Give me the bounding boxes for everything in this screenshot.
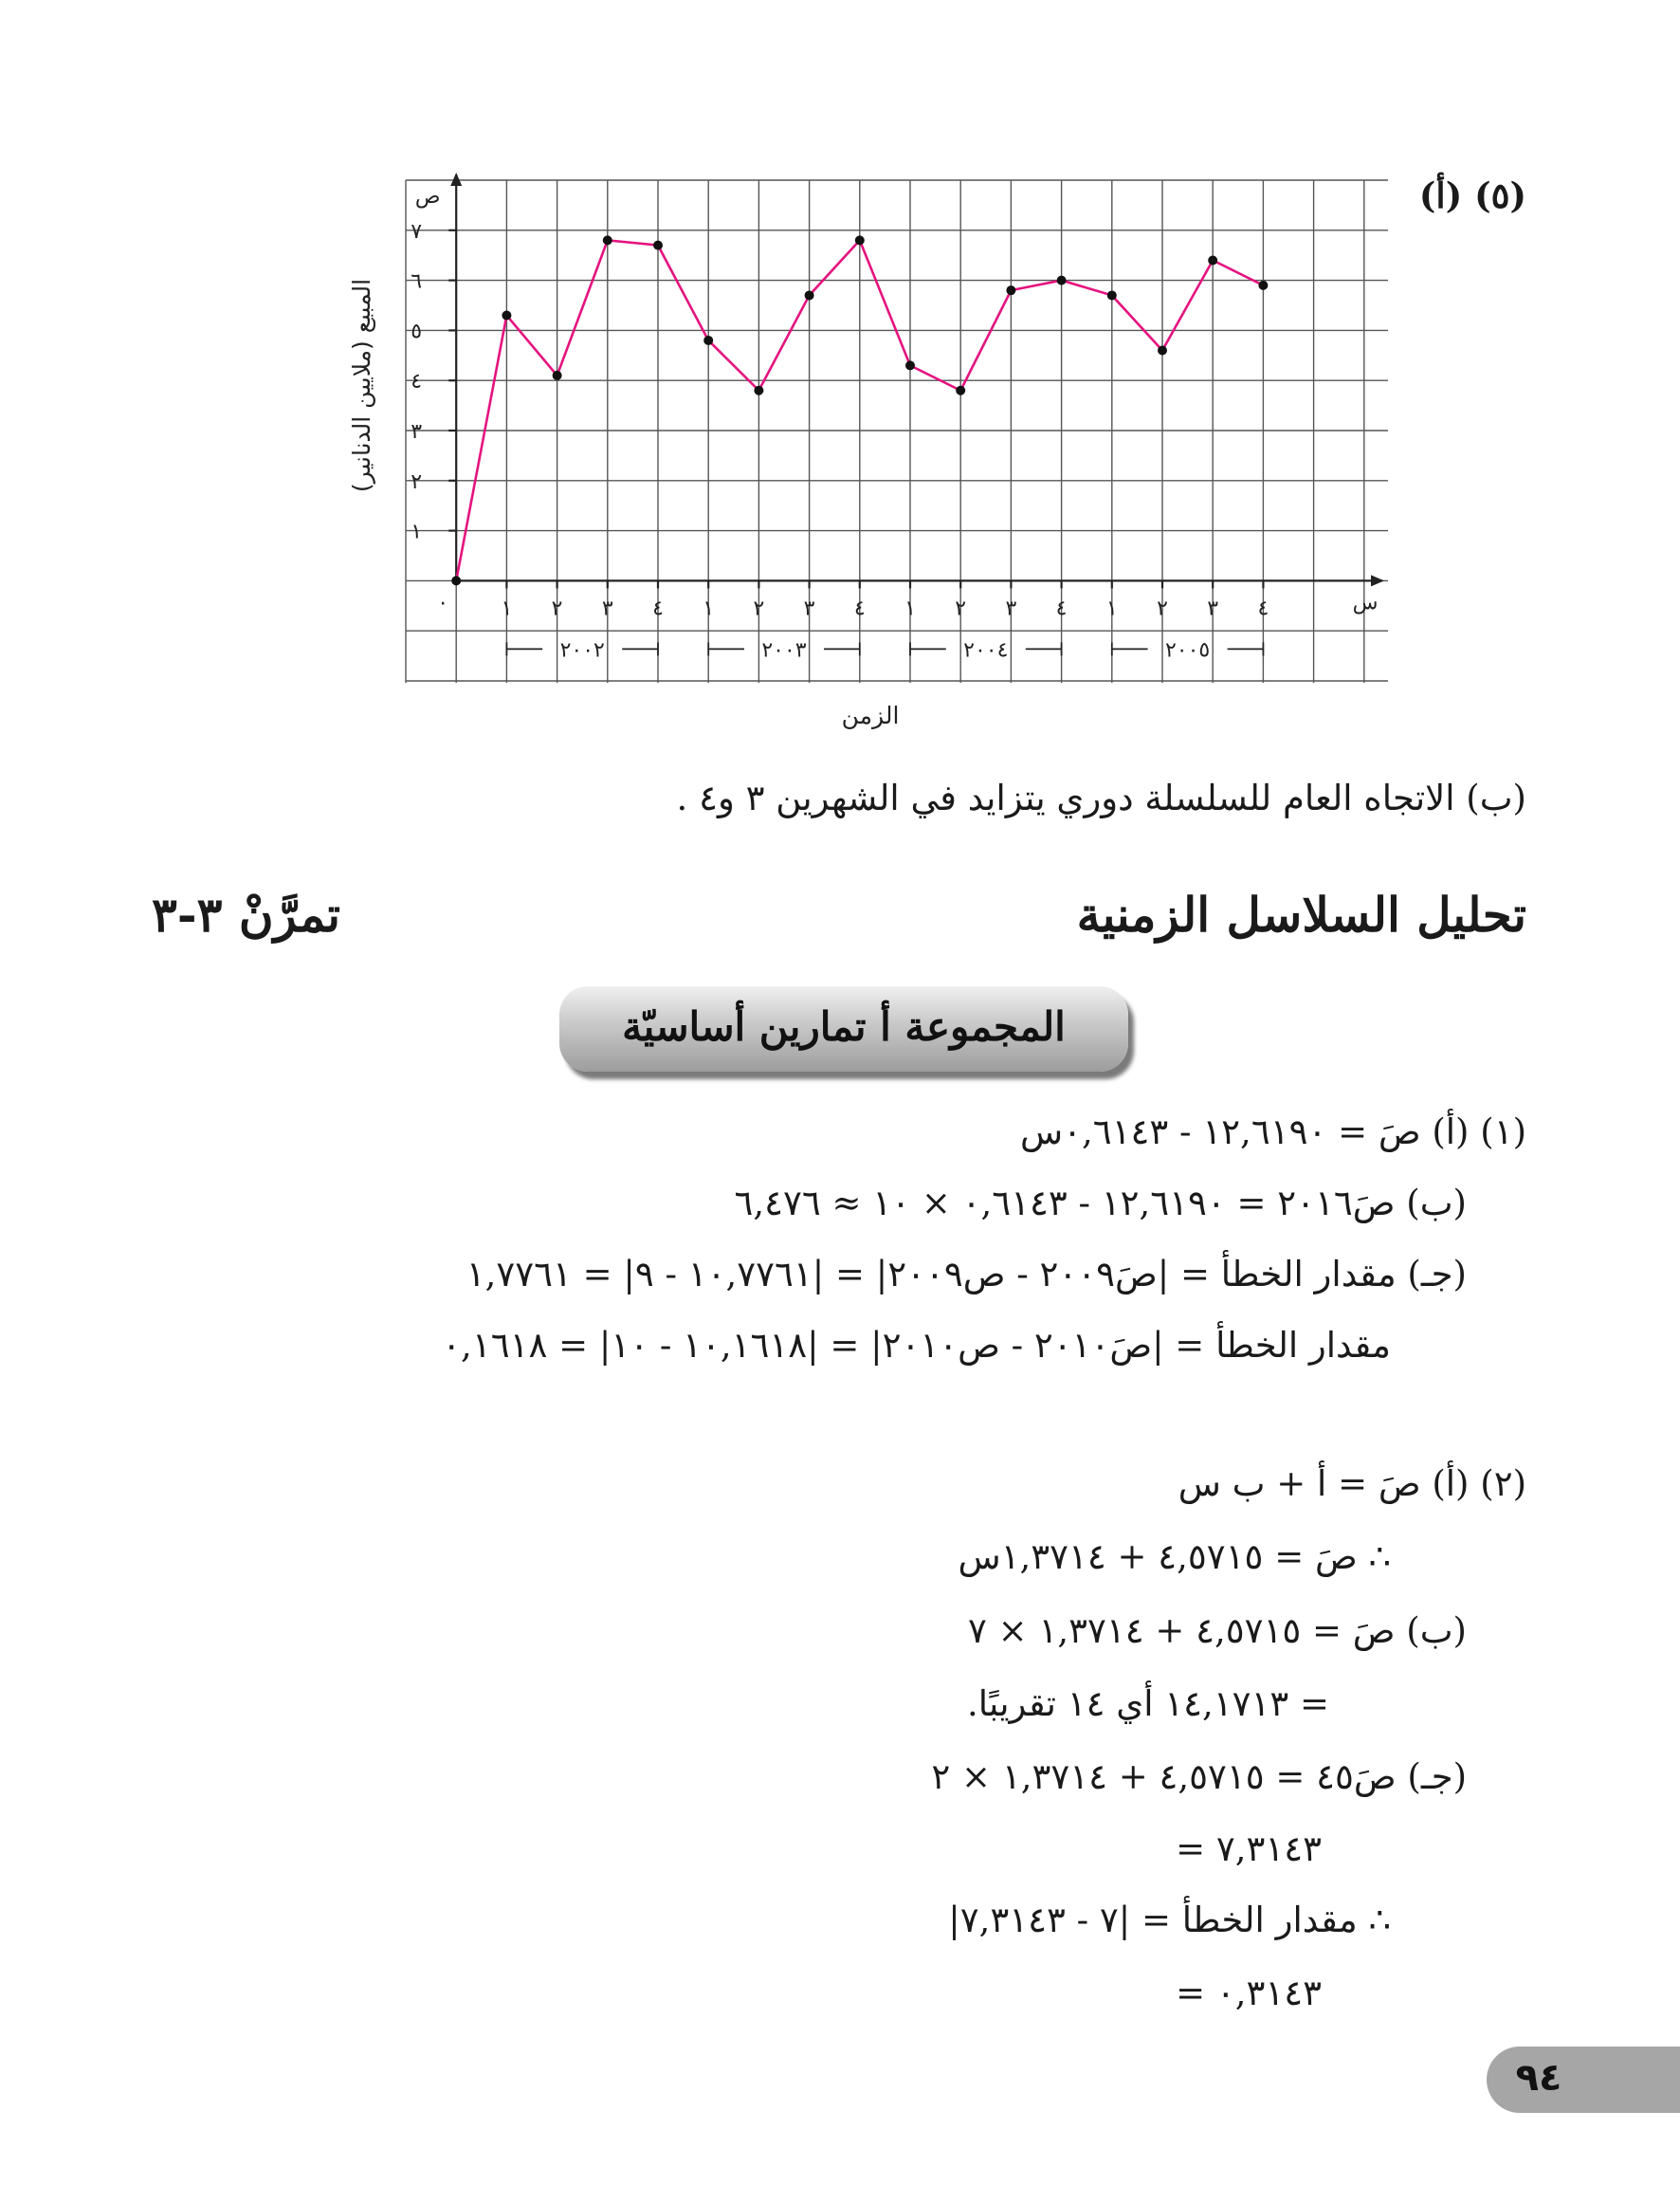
- data-point: [703, 336, 713, 345]
- year-group-label: ٢٠٠٤: [963, 638, 1009, 663]
- question-5-label: (٥) (أ): [1418, 174, 1526, 216]
- year-group-label: ٢٠٠٢: [559, 638, 605, 663]
- origin-label: ٠: [437, 591, 449, 615]
- q2-part-a-line2: ∴ صَ = ٤,٥٧١٥ + ١,٣٧١٤س: [958, 1536, 1391, 1577]
- y-tick-label: ٦: [411, 269, 423, 294]
- x-tick-label: ٣: [803, 597, 815, 621]
- exercise-title: تمرَّنْ ٣-٣: [152, 887, 341, 943]
- x-tick-label: ٤: [1055, 597, 1068, 621]
- page-number: ٩٤: [1515, 2056, 1562, 2100]
- x-tick-label: ٤: [853, 597, 866, 621]
- x-axis-symbol: س: [1352, 591, 1379, 615]
- q2-part-a: (٢) (أ) صَ = أ + ب س: [1178, 1463, 1526, 1504]
- y-tick-label: ٧: [411, 219, 423, 244]
- data-point: [754, 386, 763, 395]
- x-tick-label: ٣: [1207, 597, 1219, 621]
- data-point: [1208, 255, 1217, 265]
- y-axis-symbol: ص: [414, 185, 441, 209]
- data-point: [1006, 285, 1015, 295]
- data-point: [805, 290, 814, 300]
- data-point: [956, 386, 965, 395]
- q1-part-a: (١) (أ) صَ = ١٢,٦١٩٠ - ٠,٦١٤٣س: [1019, 1111, 1526, 1152]
- data-point: [855, 235, 865, 245]
- data-point: [905, 360, 915, 370]
- x-tick-label: ٢: [753, 597, 765, 621]
- chart-axes: [448, 173, 1384, 655]
- x-tick-label: ٢: [551, 597, 563, 621]
- x-tick-label: ١: [703, 597, 715, 621]
- q2-part-c: (جـ) صَ٤٥ = ٤,٥٧١٥ + ١,٣٧١٤ × ٢: [931, 1756, 1467, 1797]
- x-tick-label: ٢: [1157, 597, 1168, 621]
- x-tick-label: ٣: [601, 597, 613, 621]
- group-banner-text: المجموعة أ تمارين أساسيّة: [622, 1003, 1066, 1050]
- y-axis-title: المبيع (ملايين الدنانير): [348, 278, 375, 493]
- y-tick-label: ٢: [411, 469, 423, 494]
- x-tick-label: ٤: [1257, 597, 1269, 621]
- x-tick-label: ١: [501, 597, 513, 621]
- q1-part-c-line2: مقدار الخطأ = |صَ٢٠١٠ - ص٢٠١٠| = |١٠,١٦١٨ - ١٠| = ٠,١٦١٨: [442, 1325, 1391, 1366]
- data-point: [1107, 290, 1117, 300]
- x-axis-title: الزمن: [841, 702, 900, 729]
- y-tick-label: ١: [411, 520, 423, 544]
- x-tick-label: ١: [1105, 597, 1118, 621]
- page-number-tab: [1487, 2047, 1680, 2113]
- data-point: [653, 241, 663, 250]
- data-point: [1158, 346, 1167, 356]
- section-title: تحليل السلاسل الزمنية: [1076, 887, 1526, 943]
- y-tick-label: ٥: [411, 320, 423, 344]
- q2-part-b-line2: = ١٤,١٧١٣ أي ١٤ تقريبًا.: [967, 1683, 1329, 1724]
- x-tick-label: ٤: [652, 597, 664, 621]
- x-tick-label: ٣: [1005, 597, 1017, 621]
- q2-part-b: (ب) صَ = ٤,٥٧١٥ + ١,٣٧١٤ × ٧: [968, 1610, 1467, 1651]
- y-tick-label: ٤: [411, 370, 423, 395]
- q2-part-c-line4: = ٠,٣١٤٣: [1176, 1973, 1322, 2013]
- x-axis-arrow: [1371, 575, 1384, 586]
- x-tick-label: ٢: [955, 597, 967, 621]
- data-point: [1258, 281, 1268, 290]
- q2-part-c-line3: ∴ مقدار الخطأ = |٧ - ٧,٣١٤٣|: [948, 1900, 1391, 1940]
- year-group-label: ٢٠٠٥: [1164, 638, 1211, 663]
- question-5b-text: (ب) الاتجاه العام للسلسلة دوري يتزايد في الشهرين ٣ و٤ .: [676, 778, 1526, 818]
- x-tick-label: ١: [904, 597, 916, 621]
- y-tick-label: ٣: [411, 420, 423, 444]
- group-banner: [559, 986, 1128, 1072]
- data-point: [502, 311, 511, 321]
- data-point: [603, 235, 612, 245]
- q2-part-c-line2: = ٧,٣١٤٣: [1176, 1828, 1322, 1869]
- q1-part-b: (ب) صَ٢٠١٦ = ١٢,٦١٩٠ - ٠,٦١٤٣ × ١٠ ≈ ٦,٤٧٦: [734, 1183, 1467, 1223]
- y-axis-arrow: [450, 173, 462, 186]
- sales-line-chart: [348, 169, 1394, 757]
- year-group-label: ٢٠٠٣: [761, 638, 807, 663]
- q1-part-c-line1: (جـ) مقدار الخطأ = |صَ٢٠٠٩ - ص٢٠٠٩| = |١٠,٧٧٦١ - ٩| = ١,٧٧٦١: [466, 1254, 1467, 1294]
- data-point: [451, 576, 461, 585]
- data-point: [553, 371, 562, 380]
- data-point: [1057, 276, 1067, 285]
